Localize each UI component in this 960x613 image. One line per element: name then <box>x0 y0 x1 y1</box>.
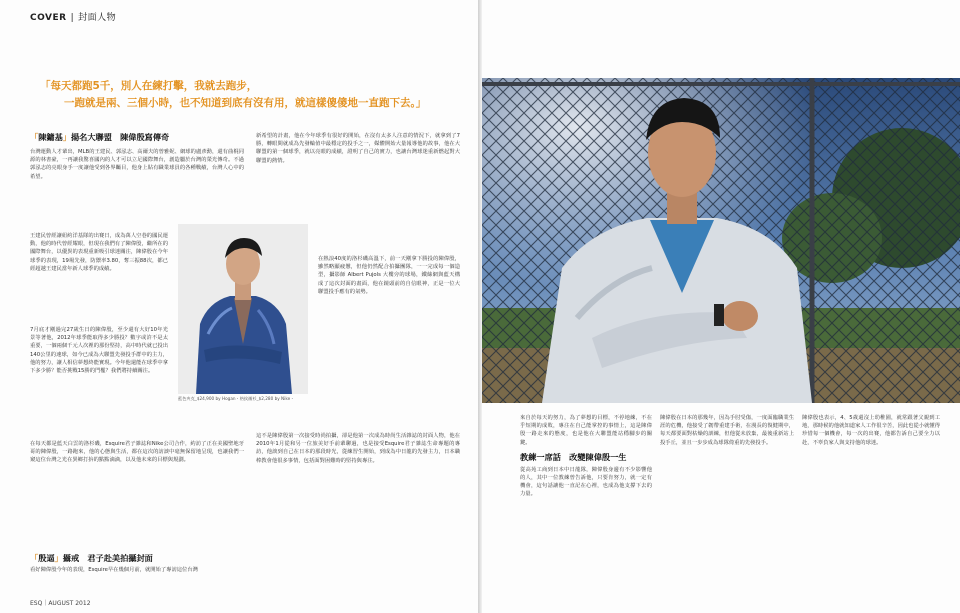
right-column-3: 陳偉殷也表示，4、5歲還沒上幼稚園，就常跟著父親到工地，那時候的他就知道家人工作很辛苦，因此也從小就懂得珍惜每一個機會，每一次的出賽，他都告訴自己要全力以赴，不辜負家人與支持他的球迷。 <box>802 415 940 446</box>
photo-caption: 藍色夾克_$24,900 by Hogan・格紋襯衫_$2,280 by Nike・ <box>178 396 295 401</box>
left-page <box>0 0 478 613</box>
body-paragraph-4: 在每天都是藍天白雲的洛杉磯，Esquire君子雜誌和Nike公司合作，約訪了正在美國聖地牙哥的陳偉殷，一路跑來，他的心態與生活，都在這次的訪談中毫無保留地呈現，也讓我們一窺這位台灣之光在異鄉打拚的點點滴滴，以及他未來的目標與規劃。 <box>30 441 244 464</box>
running-head: COVER | 封面人物 <box>30 13 117 23</box>
pull-quote <box>40 78 460 112</box>
body-paragraph-1: 台灣運動人才輩出，MLB的王建民、郭泓志、高爾夫的曾雅妮、網球的盧彥勳，還有曲棍同源的林書豪，一再讓我驚喜國內的人才可以立足國際舞台，創造屬於台灣的榮光傳奇。不過郭泓志的亮眼身手一度讓他受到各界矚目，他身上貼有職業球員的各種戰績，台灣人心中的希望。 <box>30 149 244 180</box>
section-heading-1: 「陳鏞基」揚名大聯盟 陳偉殷寫傳奇 <box>30 132 170 142</box>
section-label: COVER <box>30 13 67 23</box>
subsection-label: 封面人物 <box>78 13 117 23</box>
right-column-2: 陳偉殷在日本的那幾年，因為手肘受傷，一度面臨職業生涯的危機，他接受了韌帶重建手術，在漫長的復健期中，每天都要面對枯燥的訓練，但他從未放棄，最後重新站上投手丘，並且一步步成為球隊倚重的先發投手。 <box>660 415 794 446</box>
body-column-b-2: 在熱浪40度的洛杉磯高溫下，前一天剛拿下勝投的陳偉殷，雖然略顯疲憊，但他仍然配合拍攝團隊，一一完成每一個造型，攝影師 Albert Pujols 大樓旁的球場，鐵絲網與藍天構成了這次封面的畫面，他在鏡頭前的自信眼神，正是一位大聯盟投手應有的氣勢。 <box>318 256 460 295</box>
pull-quote-line-2: 一跑就是兩、三個小時，也不知道到底有沒有用，就這樣傻傻地一直跑下去。」 <box>64 97 427 109</box>
section-heading-1-name: 陳鏞基 <box>38 132 63 142</box>
pull-quote-line-1: 「每天都跑5千，別人在練打擊，我就去跑步， <box>40 80 258 92</box>
section-heading-2: 「殷逼」攝戒 君子赴美拍攝封面 <box>30 553 153 563</box>
page-footer: ESQ｜AUGUST 2012 <box>30 600 91 607</box>
cover-photo-large <box>482 78 960 403</box>
body-paragraph-3: 7月底才剛過完27歲生日的陳偉殷，至少還有大好10年光景等著他，2012年球季能取得多少勝投？數字或許不是太重要，一個兩個千元人次裡的那份堅持，高中時代就已投出140公里的速球，如今已成為大聯盟先發投手群中的主力，他的努力，讓人相信夢想終能實現。今年他還能在球季中拿下多少勝？能否挑戰15勝的門檻？我們將持續關注。 <box>30 327 168 375</box>
body-column-b-1: 新希望的計畫，他在今年球季有很好的開始，在沒有太多人注意的情況下，就拿到了7勝，轉眼間就成為先發輪值中最穩定的投手之一，媒體開始大量報導他的故事，他在大聯盟的第一個球季，就以亮眼的成績，證明了自己的實力，也讓台灣球迷重新燃起對大聯盟的熱情。 <box>256 133 460 164</box>
portrait-illustration <box>178 224 308 394</box>
section-heading-1-rest: 揚名大聯盟 陳偉殷寫傳奇 <box>70 132 170 142</box>
body-column-b-3: 這不是陳偉殷第一次接受時尚拍攝，卻是他第一次成為時尚生活雜誌的封面人物，他在2010年1月從和另一位旅美好手前輩聊過，也是接受Esquire君子雜誌生命專題的專訪，他談到自己在日本的那段時光，從練習生開始，到成為中日龍的先發主力，日本職棒教會他很多事情，包括面對困難時的堅持與專注。 <box>256 433 460 464</box>
body-paragraph-5: 看好陳偉殷今年的表現，Esquire早在幾個月前，就開始了專訪這位台灣 <box>30 567 198 573</box>
portrait-photo-small <box>178 224 308 394</box>
chainlink-fence-portrait <box>482 78 960 403</box>
right-column-1: 來自於每天的努力，為了夢想的目標，不停地練，不在乎短期的成敗，專注在自己能掌控的事情上，這是陳偉殷一路走來的態度，也是他在大聯盟能站穩腳步的關鍵。 教練一席話 改變陳偉殷一生 從高苑工商到日本中日龍隊，陳偉殷身邊有不少影響他的人，其中一位教練曾告訴他，只要肯努力，就一定有機會，這句話讓他一直記在心裡，也成為他支撐下去的力量。 <box>520 415 652 498</box>
right-page <box>482 0 960 613</box>
section-heading-3: 教練一席話 改變陳偉殷一生 <box>520 451 627 462</box>
body-paragraph-2: 王建民曾經讓紐約洋基隊的出賽日，成為萬人空巷的國民運動，他的時代曾經耀眼，但現在我們有了陳偉殷，繼所在的國際舞台，以優異的表現重新吸引球迷關注，陳偉殷在今年球季的表現，19場先發，防禦率3.80，奪三振88次，都已經超越王建民當年新人球季的成績。 <box>30 233 168 272</box>
